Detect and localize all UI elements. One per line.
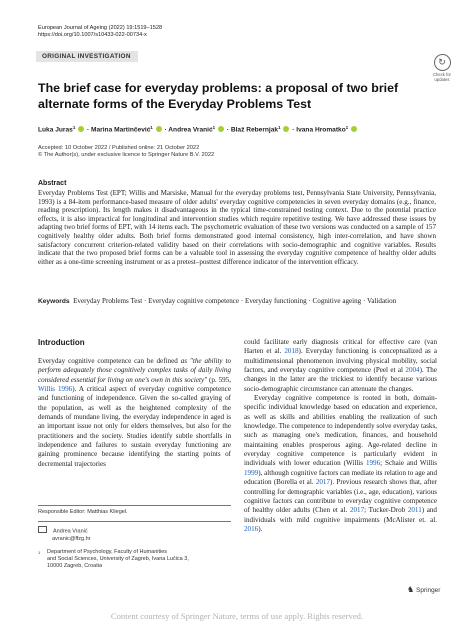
citation-link[interactable]: 2018	[284, 347, 299, 356]
affiliation	[38, 549, 189, 571]
corresponding-author	[38, 526, 91, 543]
affiliation-number: 1	[38, 550, 41, 555]
accepted-date: Accepted: 10 October 2022 / Published online: 21 October 2022	[38, 145, 200, 151]
section-label: ORIGINAL INVESTIGATION	[36, 51, 138, 62]
springer-horse-icon: ♞	[407, 585, 415, 594]
corresponding-email[interactable]: avranic@ffzg.hr	[52, 535, 91, 542]
citation-link[interactable]: 2004	[405, 366, 420, 375]
body-column-left: Everyday cognitive competence can be defined as "the ability to perform adequately those cognitively complex tasks of daily living considered essential for living on one's own in this society" (p. 595, Willis 1996). A critical aspect of everyday cognitive competence and functioning of independence. Given the so-called graying of the population, as well as the heightened complexity of the demands of mundane living, the everyday independence in aged is an important issue not only for elders themselves, but also for the practitioners and the society. Studies identify subtle shortfalls in independence and failures to sustain everyday functioning are gaining prominence because identifying the starting points of decremental trajectories	[38, 357, 231, 468]
keywords-text: Everyday Problems Test · Everyday cognitive competence · Everyday functioning · Cognitive ageing · Validation	[73, 297, 397, 305]
paragraph: could facilitate early diagnosis critical for effective care (van Harten et al. 2018). Everyday functioning is conceptualized as a multidimensional phenomenon involving physical mobility, social factors, and everyday cognitive competence (Peel et al 2004). The changes in the latter are the trickiest to identify because various socio-demographic circumstance can attenuate the changes.	[244, 338, 437, 393]
orcid-icon[interactable]	[156, 126, 162, 132]
footnote-divider	[38, 521, 231, 522]
check-for-updates-label: Check for updates	[433, 72, 451, 82]
orcid-icon[interactable]	[78, 126, 84, 132]
article-title: The brief case for everyday problems: a proposal of two brief alternate forms of the Everyday Problems Test	[38, 81, 399, 111]
courtesy-notice: Content courtesy of Springer Nature, terms of use apply. Rights reserved.	[110, 611, 364, 621]
paragraph: Everyday cognitive competence is rooted in both, domain-specific individual knowledge based on education and experience, as well as skills and abilities enabling the realization of such knowledge. The competence to independently solve everyday tasks, such as managing one's medication, finances, and household maintaining enables prosperous aging. Age-related decline in everyday cognitive competence is particularly evident in individuals with lower education (Willis 1996; Schaie and Willis 1999), although cognitive factors can mediate its relation to age and education (Borella et al. 2017). Previous research shows that, after controlling for demographic variables (i.e., age, education), various cognitive factors can contribute to everyday cognitive competence of healthy older adults (Chen et al. 2017; Tucker-Drob 2011) and individuals with mild cognitive impairments (McAlister et. al. 2016).	[244, 394, 437, 533]
citation-link[interactable]: 2011	[407, 506, 422, 515]
author-name[interactable]: Blaž Rebernjak	[230, 126, 279, 134]
check-for-updates-badge[interactable]	[427, 54, 457, 82]
author-name[interactable]: Andrea Vranić	[168, 126, 213, 134]
responsible-editor: Responsible Editor: Matthias Kliegel.	[38, 509, 128, 515]
check-for-updates-icon: ↻	[434, 54, 451, 71]
corresponding-name: Andrea Vranić	[53, 528, 88, 535]
orcid-icon[interactable]	[283, 126, 289, 132]
author-name[interactable]: Marina Martinčević	[91, 126, 151, 134]
abstract-text: Everyday Problems Test (EPT; Willis and Marsiske, Manual for the everyday problems test, Pennsylvania State University, Pennsylvania, 1993) is a 84-item performance-based measure of older adults' everyday cognitive competencies in seven everyday domains (e.g., finance, reading prescription). Its length makes it disadvantageous in the typical time-constrained testing context. Due to the potential practice effects, it is also impractical for longitudinal and intervention studies which require repetitive testing. We have addressed these issues by adapting two brief forms of EPT, with 14 items each. The psychometric evaluation of these two versions was conducted on a sample of 157 cognitively healthy older adults. Both brief forms demonstrated good internal consistency, high inter-correlation, and have shown satisfactory concurrent criterion-related validity based on their correlations with socio-demographic and cognitive variables. Results indicate that the two proposed brief forms can be a valuable tool in assessing the everyday cognitive competence of healthy older adults either as a one-time screening instrument or as a pretest–posttest difference indicator of the intervention efficacy.	[38, 189, 436, 266]
publisher-name: Springer	[416, 587, 441, 594]
doi-link[interactable]: https://doi.org/10.1007/s10433-022-00734-x	[38, 32, 147, 39]
journal-name: European Journal of Ageing (2022) 19:1519–1528	[38, 25, 163, 31]
citation-link[interactable]: 2017	[315, 478, 331, 487]
publication-dates	[38, 145, 214, 160]
affiliation-line: Department of Psychology, Faculty of Humanities	[47, 549, 168, 555]
orcid-icon[interactable]	[218, 126, 224, 132]
publisher-logo	[407, 585, 440, 594]
introduction-heading: Introduction	[38, 338, 85, 347]
keywords	[38, 297, 436, 307]
keywords-label: Keywords	[38, 298, 70, 305]
citation-link[interactable]: 1999	[244, 468, 259, 477]
body-column-right	[244, 338, 437, 534]
abstract-heading: Abstract	[38, 180, 67, 187]
author-list: Luka Juras$^1$ · Marina Martinčević$^1$ · Andrea Vranić$^1$ · Blaž Rebernjak$^1$ · Ivana Hromatko$^1$	[38, 125, 438, 134]
citation-link[interactable]: Willis 1996	[38, 385, 73, 394]
citation-link[interactable]: 1996	[365, 459, 381, 468]
footnote-divider	[38, 505, 231, 506]
author-name[interactable]: Luka Juras	[38, 126, 73, 134]
author-name[interactable]: Ivana Hromatko	[296, 126, 346, 134]
affiliation-line: 10000 Zagreb, Croatia	[47, 563, 103, 570]
citation-link[interactable]: 2017	[349, 506, 365, 515]
affiliation-line: and Social Sciences, University of Zagreb, Ivana Lučica 3,	[47, 556, 189, 563]
citation-link[interactable]: 2016	[244, 524, 259, 533]
orcid-icon[interactable]	[351, 126, 357, 132]
journal-citation	[38, 25, 162, 39]
envelope-icon	[38, 526, 47, 533]
quote: as "the ability to perform adequately those cognitively complex tasks of daily living considered essential for living on one's own in this society"	[38, 357, 231, 384]
license-line: © The Author(s), under exclusive licence to Springer Nature B.V. 2022	[38, 152, 215, 159]
